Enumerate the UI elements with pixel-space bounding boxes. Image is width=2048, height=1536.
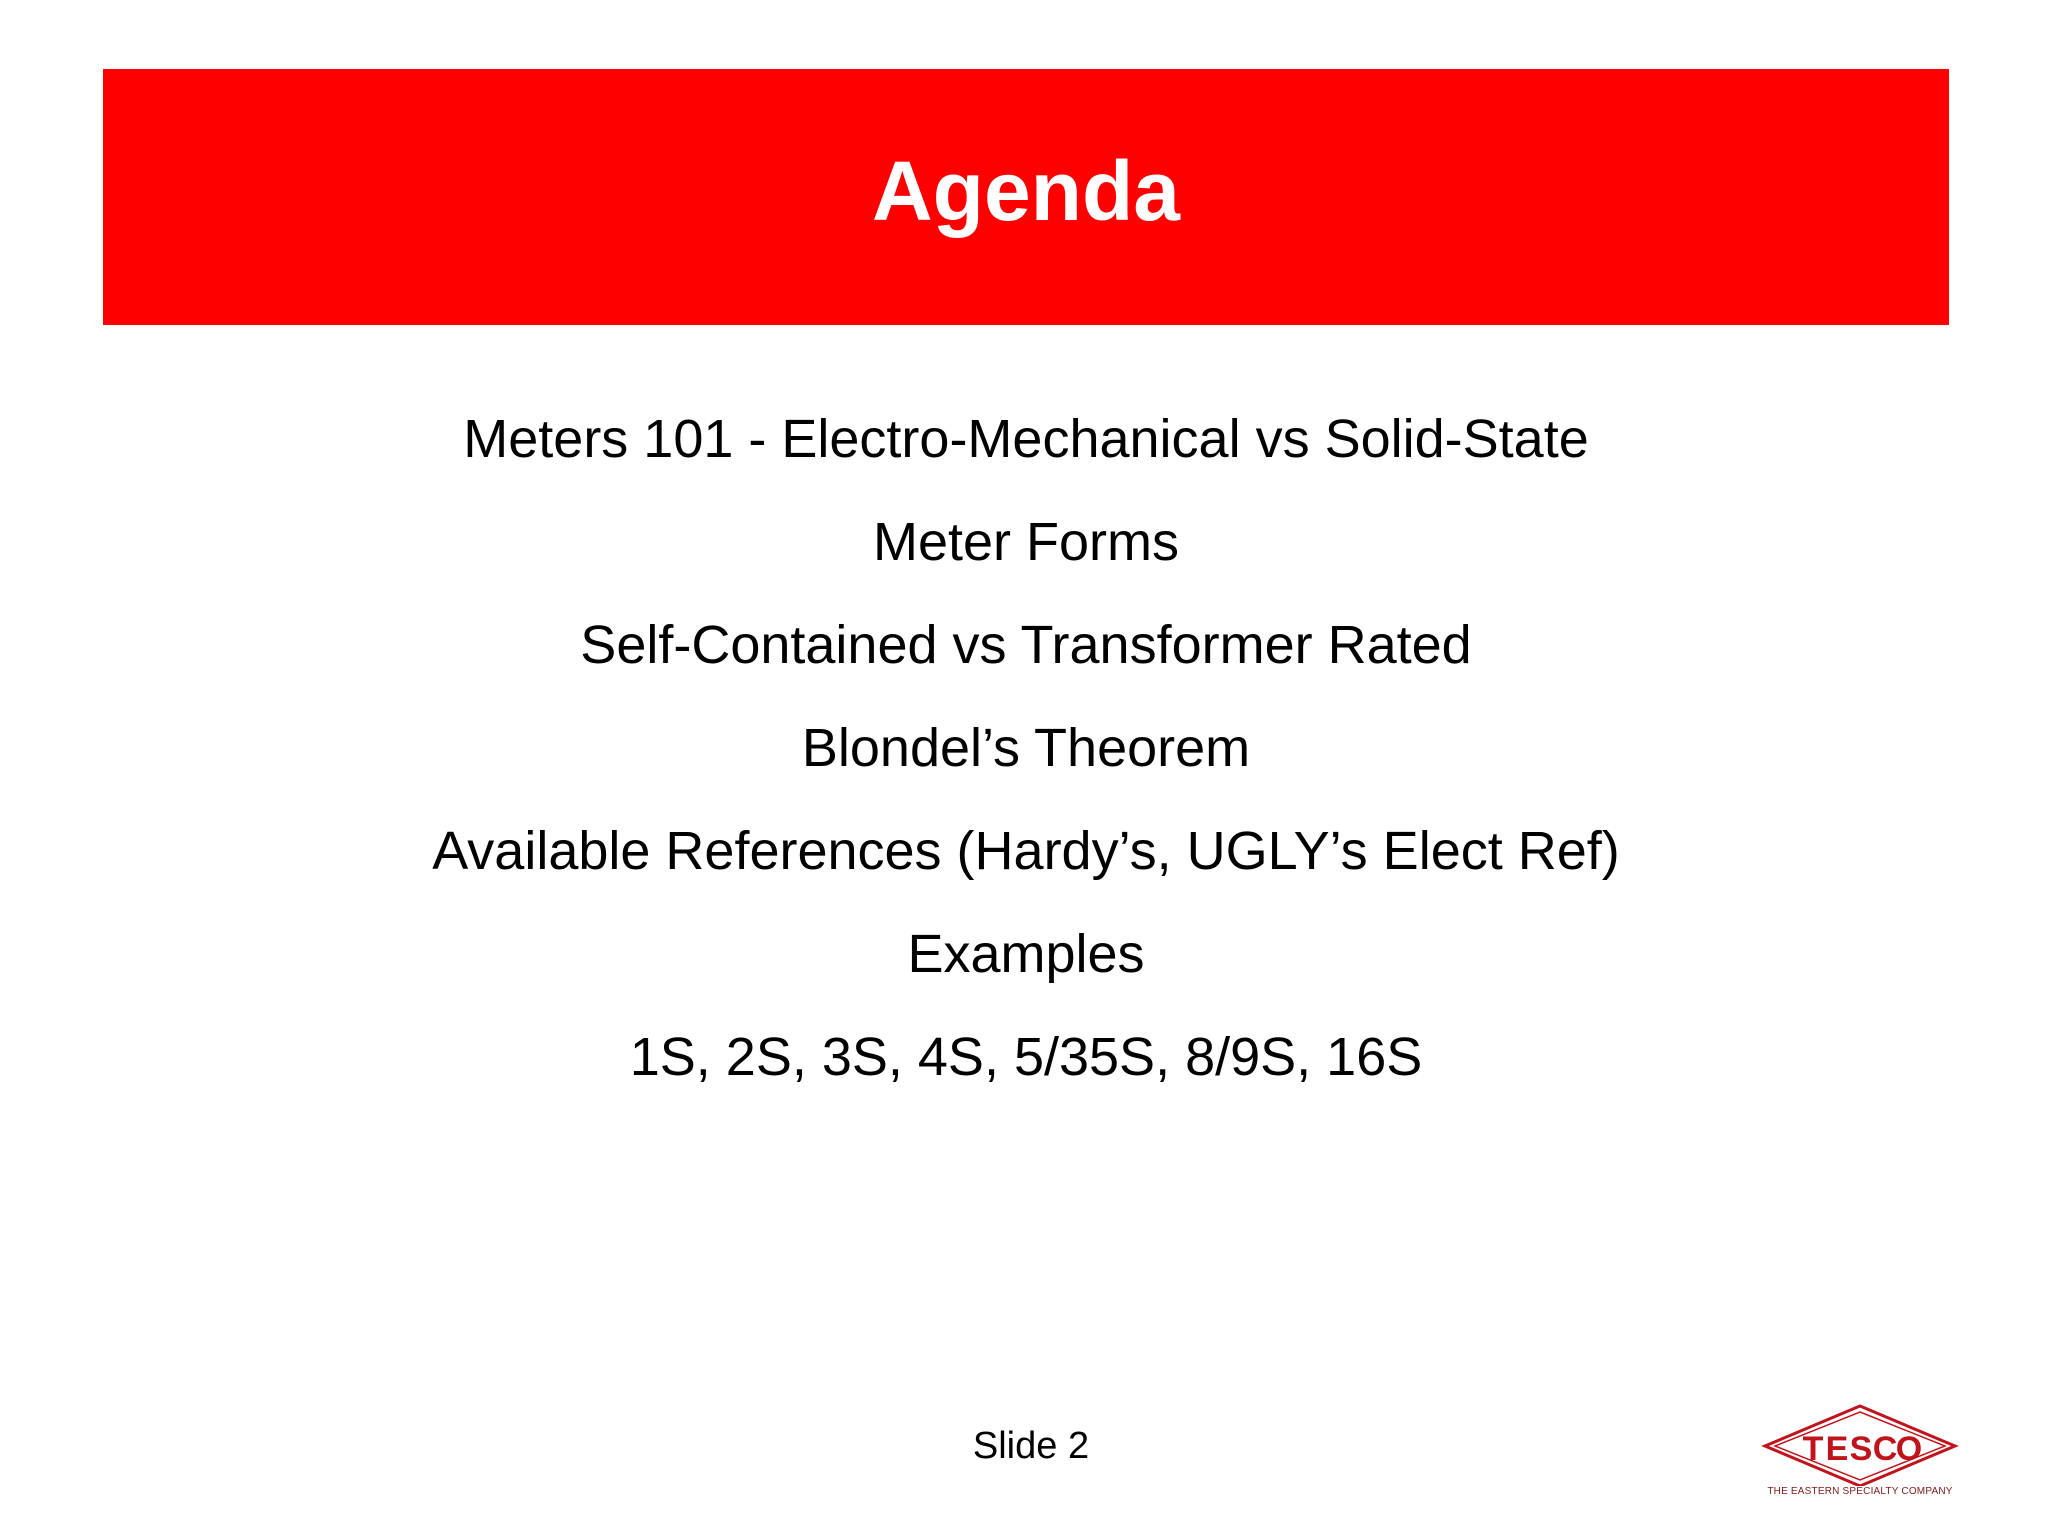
agenda-item: Self-Contained vs Transformer Rated (580, 615, 1472, 675)
agenda-item: Available References (Hardy’s, UGLY’s Elect Ref) (432, 821, 1620, 881)
tesco-logo-mark (1755, 1402, 1965, 1486)
agenda-item: Examples (907, 924, 1145, 984)
agenda-item: 1S, 2S, 3S, 4S, 5/35S, 8/9S, 16S (629, 1027, 1423, 1087)
logo-letter: C (1872, 1430, 1898, 1468)
title-banner (103, 69, 1949, 325)
logo-letter: S (1849, 1430, 1873, 1468)
logo-letter: T (1802, 1430, 1824, 1468)
agenda-list (103, 388, 1949, 1109)
agenda-item: Meter Forms (872, 512, 1180, 572)
tesco-logo (1755, 1402, 1965, 1514)
agenda-item: Blondel’s Theorem (801, 718, 1251, 778)
slide-number: Slide 2 (972, 1425, 1090, 1467)
logo-letter: O (1895, 1430, 1923, 1468)
slide-title: Agenda (871, 144, 1181, 238)
logo-tagline: THE EASTERN SPECIALTY COMPANY (1767, 1486, 1953, 1497)
agenda-item: Meters 101 - Electro-Mechanical vs Solid-State (463, 409, 1589, 469)
logo-letter: E (1825, 1430, 1849, 1468)
